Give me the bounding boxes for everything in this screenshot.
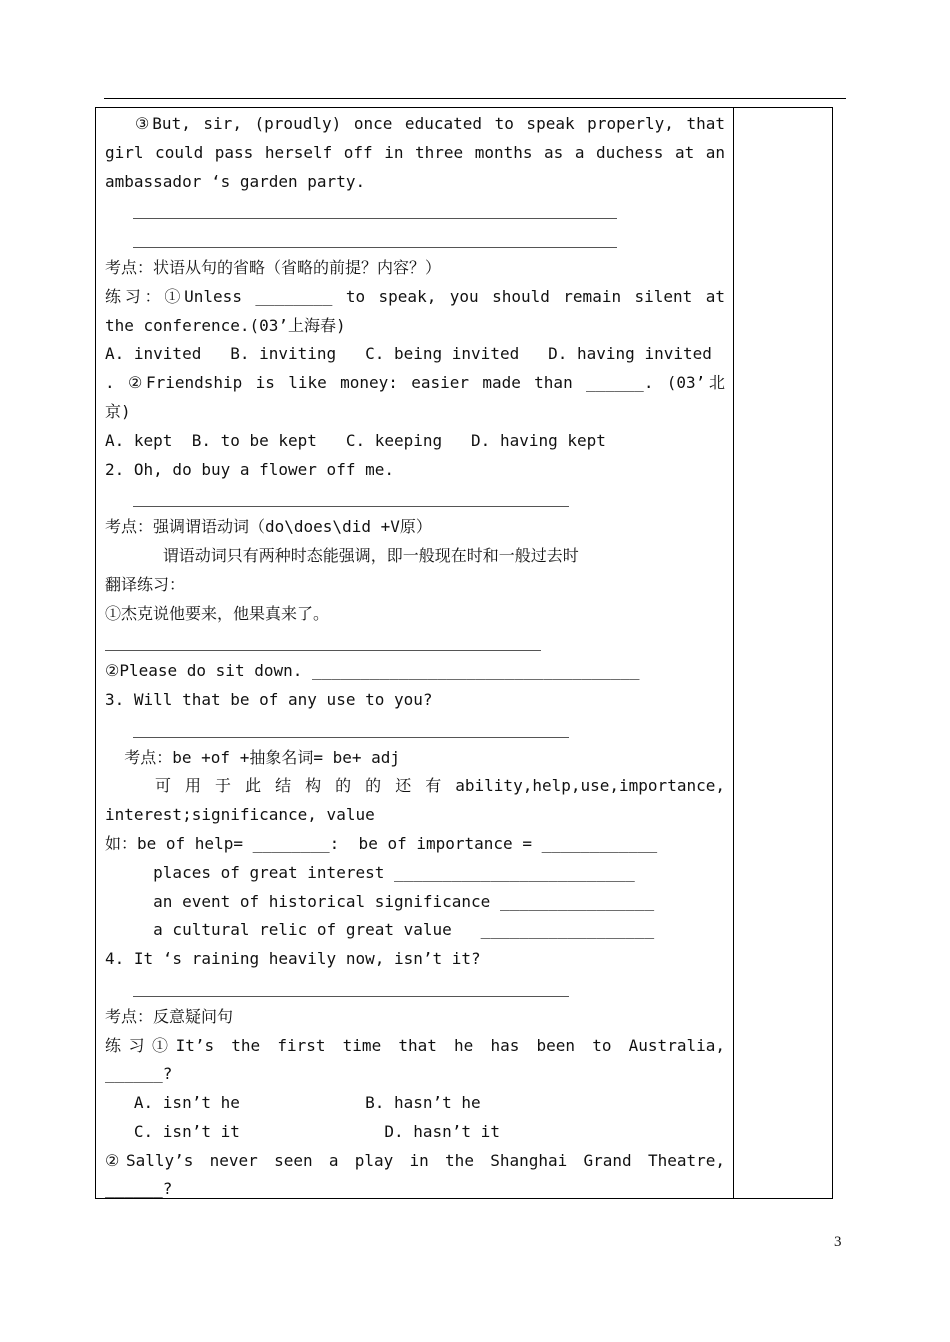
table-column-divider: [733, 107, 734, 1199]
text-line: A. invited B. inviting C. being invited D. having invited: [105, 344, 712, 364]
text-line: ②Sally’s never seen a play in the Shanghai Grand Theatre,: [105, 1150, 725, 1170]
header-rule: [104, 98, 846, 99]
text-line: 4. It ‘s raining heavily now, isn’t it?: [105, 949, 481, 969]
text-line: 如：be of help= ________: be of importance = ____________: [105, 833, 658, 853]
answer-blank[interactable]: [105, 225, 725, 254]
text-line: C. isn’t it D. hasn’t it: [105, 1121, 500, 1141]
text-line: places of great interest _________________________: [105, 862, 635, 882]
text-line: 考点：强调谓语动词（do\does\did +V原）: [105, 517, 432, 537]
text-line: A. isn’t he B. hasn’t he: [105, 1093, 481, 1113]
text-line: 考点：状语从句的省略（省略的前提？内容？）: [105, 257, 442, 277]
worksheet-content: [105, 110, 725, 1204]
answer-blank[interactable]: [105, 715, 725, 744]
text-line: the conference.(03’上海春): [105, 315, 346, 335]
text-line: 翻译练习：: [105, 574, 186, 594]
text-line: girl could pass herself off in three months as a duchess at an: [105, 142, 725, 162]
text-line: ①杰克说他要来，他果真来了。: [105, 603, 330, 623]
answer-blank[interactable]: [105, 196, 725, 225]
text-line: 谓语动词只有两种时态能强调，即一般现在时和一般过去时: [105, 545, 579, 565]
answer-blank[interactable]: [105, 628, 725, 657]
text-line: . ②Friendship is like money: easier made than ______. (03’北: [105, 373, 725, 393]
text-line: 考点：反意疑问句: [105, 1006, 234, 1026]
text-line: 京): [105, 401, 131, 421]
answer-blank[interactable]: [105, 974, 725, 1003]
text-line: ______?: [105, 1179, 173, 1199]
text-line: 练习①It’s the first time that he has been to Australia,: [105, 1035, 725, 1055]
text-line: 考点：be +of +抽象名词= be+ adj: [105, 747, 401, 767]
text-line: a cultural relic of great value __________________: [105, 920, 655, 940]
text-line: ambassador ‘s garden party.: [105, 171, 366, 191]
text-line: 2. Oh, do buy a flower off me.: [105, 459, 394, 479]
text-line: an event of historical significance ________________: [105, 891, 655, 911]
text-line: 3. Will that be of any use to you?: [105, 689, 433, 709]
text-line: 可 用 于 此 结 构 的 的 还 有 ability,help,use,importance,: [155, 776, 725, 796]
text-line: ③But, sir, (proudly) once educated to speak properly, that: [135, 114, 725, 133]
text-line: ______?: [105, 1064, 173, 1084]
text-line: A. kept B. to be kept C. keeping D. having kept: [105, 430, 606, 450]
page-number: 3: [834, 1234, 842, 1250]
text-line: interest;significance, value: [105, 805, 375, 825]
text-line: ②Please do sit down. __________________________________: [105, 661, 640, 681]
text-line: 练习：①Unless ________ to speak, you should remain silent at: [105, 286, 725, 306]
answer-blank[interactable]: [105, 484, 725, 513]
